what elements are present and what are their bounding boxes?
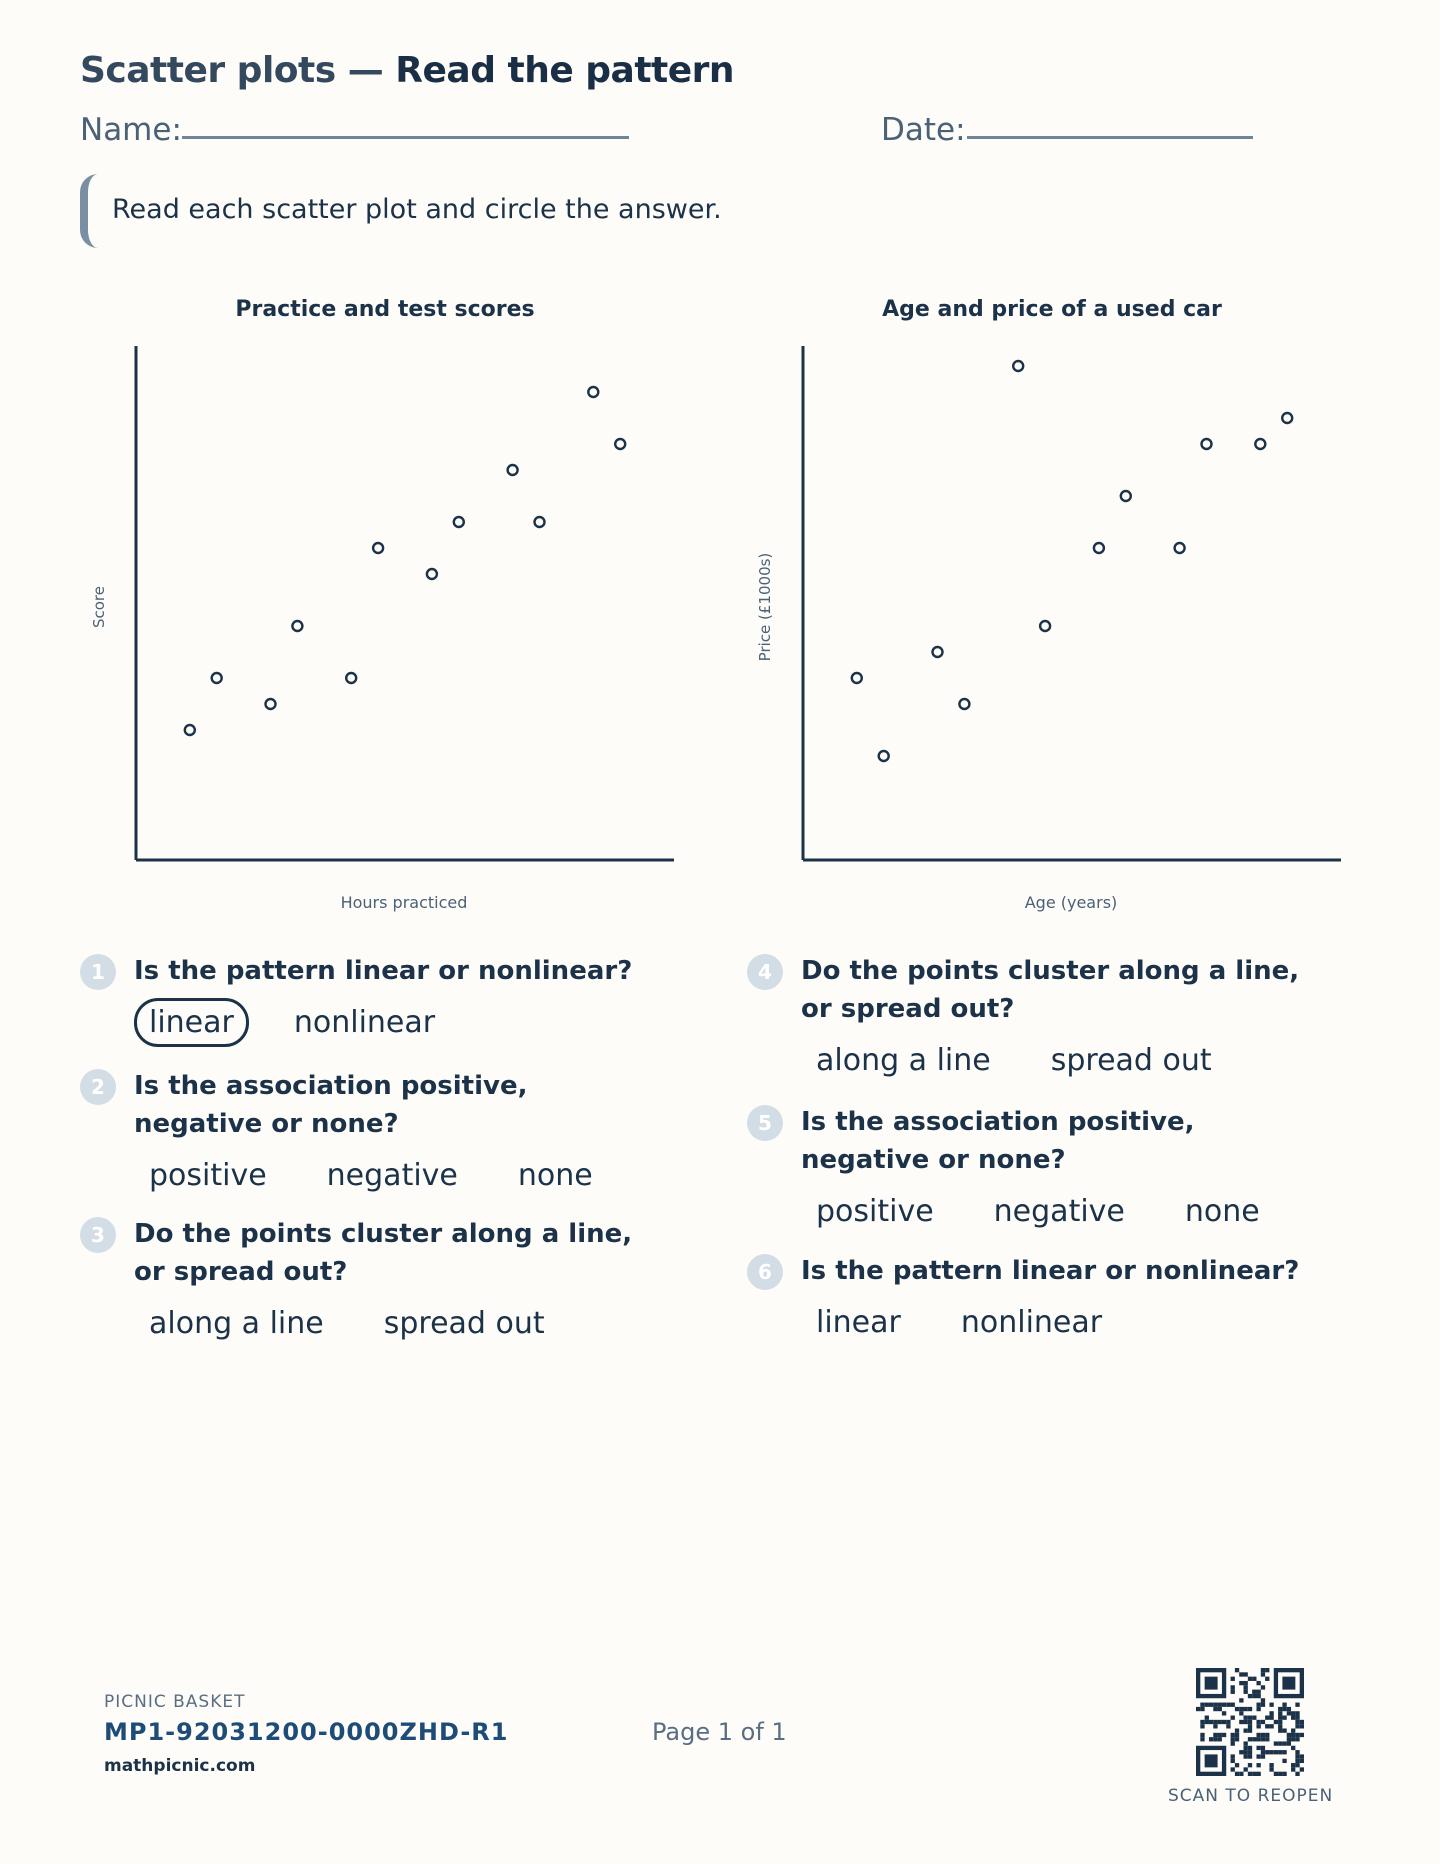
question-text: Is the association positive, negative or none? bbox=[801, 1107, 1195, 1175]
qr-code-icon[interactable] bbox=[1196, 1668, 1304, 1776]
data-point bbox=[373, 543, 383, 553]
footer-site: mathpicnic.com bbox=[104, 1756, 256, 1776]
instruction-callout bbox=[80, 174, 780, 248]
data-point bbox=[959, 699, 969, 709]
answer-option[interactable]: negative bbox=[993, 1194, 1125, 1229]
question-number-badge: 5 bbox=[747, 1105, 783, 1141]
data-point bbox=[852, 673, 862, 683]
question-number-badge: 4 bbox=[747, 954, 783, 990]
data-point bbox=[1255, 439, 1265, 449]
data-point bbox=[933, 647, 943, 657]
data-point bbox=[454, 517, 464, 527]
chart-1-x-label: Hours practiced bbox=[340, 893, 468, 912]
chart-2-plot bbox=[801, 340, 1341, 870]
data-point bbox=[427, 569, 437, 579]
data-point bbox=[1013, 361, 1023, 371]
data-point bbox=[1040, 621, 1050, 631]
worksheet-code: MP1-92031200-0000ZHD-R1 bbox=[104, 1718, 509, 1746]
chart-2-x-label: Age (years) bbox=[1024, 893, 1118, 912]
data-point bbox=[879, 751, 889, 761]
answer-option[interactable]: along a line bbox=[816, 1043, 991, 1078]
data-point bbox=[1202, 439, 1212, 449]
chart-1-title: Practice and test scores bbox=[235, 297, 535, 322]
question-text: Is the pattern linear or nonlinear? bbox=[801, 1256, 1300, 1286]
data-point bbox=[508, 465, 518, 475]
data-point bbox=[185, 725, 195, 735]
question-number-badge: 3 bbox=[80, 1217, 116, 1253]
chart-2-y-label: Price (£1000s) bbox=[756, 552, 774, 662]
instruction-text: Read each scatter plot and circle the answer. bbox=[112, 194, 722, 225]
answer-option[interactable]: none bbox=[1184, 1194, 1260, 1229]
chart-1-y-label: Score bbox=[90, 586, 108, 629]
title-subtitle: Read the pattern bbox=[395, 50, 735, 91]
name-line[interactable] bbox=[182, 136, 629, 139]
data-point bbox=[1121, 491, 1131, 501]
question-number-badge: 2 bbox=[80, 1069, 116, 1105]
question-4 bbox=[747, 952, 1307, 1085]
data-point bbox=[266, 699, 276, 709]
question-2 bbox=[80, 1067, 640, 1200]
question-number-badge: 6 bbox=[747, 1254, 783, 1290]
chart-2-title: Age and price of a used car bbox=[882, 297, 1222, 322]
footer-brand: PICNIC BASKET bbox=[104, 1692, 246, 1712]
date-label: Date: bbox=[881, 112, 966, 148]
data-point bbox=[1175, 543, 1185, 553]
date-line[interactable] bbox=[967, 136, 1253, 139]
answer-options bbox=[801, 1036, 1307, 1085]
answer-options bbox=[134, 998, 640, 1047]
answer-option[interactable]: linear bbox=[134, 998, 249, 1047]
answer-option[interactable]: positive bbox=[816, 1194, 934, 1229]
answer-options bbox=[801, 1298, 1307, 1347]
question-6 bbox=[747, 1252, 1307, 1347]
data-point bbox=[615, 439, 625, 449]
data-point bbox=[1282, 413, 1292, 423]
worksheet-title bbox=[80, 50, 734, 91]
question-text: Is the pattern linear or nonlinear? bbox=[134, 956, 633, 986]
answer-option[interactable]: none bbox=[517, 1158, 593, 1193]
answer-option[interactable]: along a line bbox=[149, 1306, 324, 1341]
answer-option[interactable]: nonlinear bbox=[293, 1005, 436, 1040]
question-text: Do the points cluster along a line, or spread out? bbox=[801, 956, 1300, 1024]
answer-option[interactable]: positive bbox=[149, 1158, 267, 1193]
question-text: Is the association positive, negative or none? bbox=[134, 1071, 528, 1139]
data-point bbox=[212, 673, 222, 683]
data-point bbox=[588, 387, 598, 397]
data-point bbox=[1094, 543, 1104, 553]
question-3 bbox=[80, 1215, 640, 1348]
scan-label: SCAN TO REOPEN bbox=[1168, 1786, 1334, 1806]
question-5 bbox=[747, 1103, 1307, 1236]
data-point bbox=[346, 673, 356, 683]
answer-option[interactable]: linear bbox=[816, 1305, 901, 1340]
name-label: Name: bbox=[80, 112, 182, 148]
answer-option[interactable]: negative bbox=[326, 1158, 458, 1193]
question-number-badge: 1 bbox=[80, 954, 116, 990]
answer-options bbox=[134, 1151, 640, 1200]
answer-options bbox=[134, 1299, 640, 1348]
title-topic: Scatter plots bbox=[80, 50, 336, 91]
answer-options bbox=[801, 1187, 1307, 1236]
answer-option[interactable]: nonlinear bbox=[960, 1305, 1103, 1340]
page-indicator: Page 1 of 1 bbox=[652, 1718, 787, 1746]
chart-1-plot bbox=[134, 340, 674, 870]
question-text: Do the points cluster along a line, or spread out? bbox=[134, 1219, 633, 1287]
answer-option[interactable]: spread out bbox=[1050, 1043, 1212, 1078]
answer-option[interactable]: spread out bbox=[383, 1306, 545, 1341]
title-dash: — bbox=[347, 50, 384, 91]
data-point bbox=[535, 517, 545, 527]
question-1 bbox=[80, 952, 640, 1047]
data-point bbox=[292, 621, 302, 631]
